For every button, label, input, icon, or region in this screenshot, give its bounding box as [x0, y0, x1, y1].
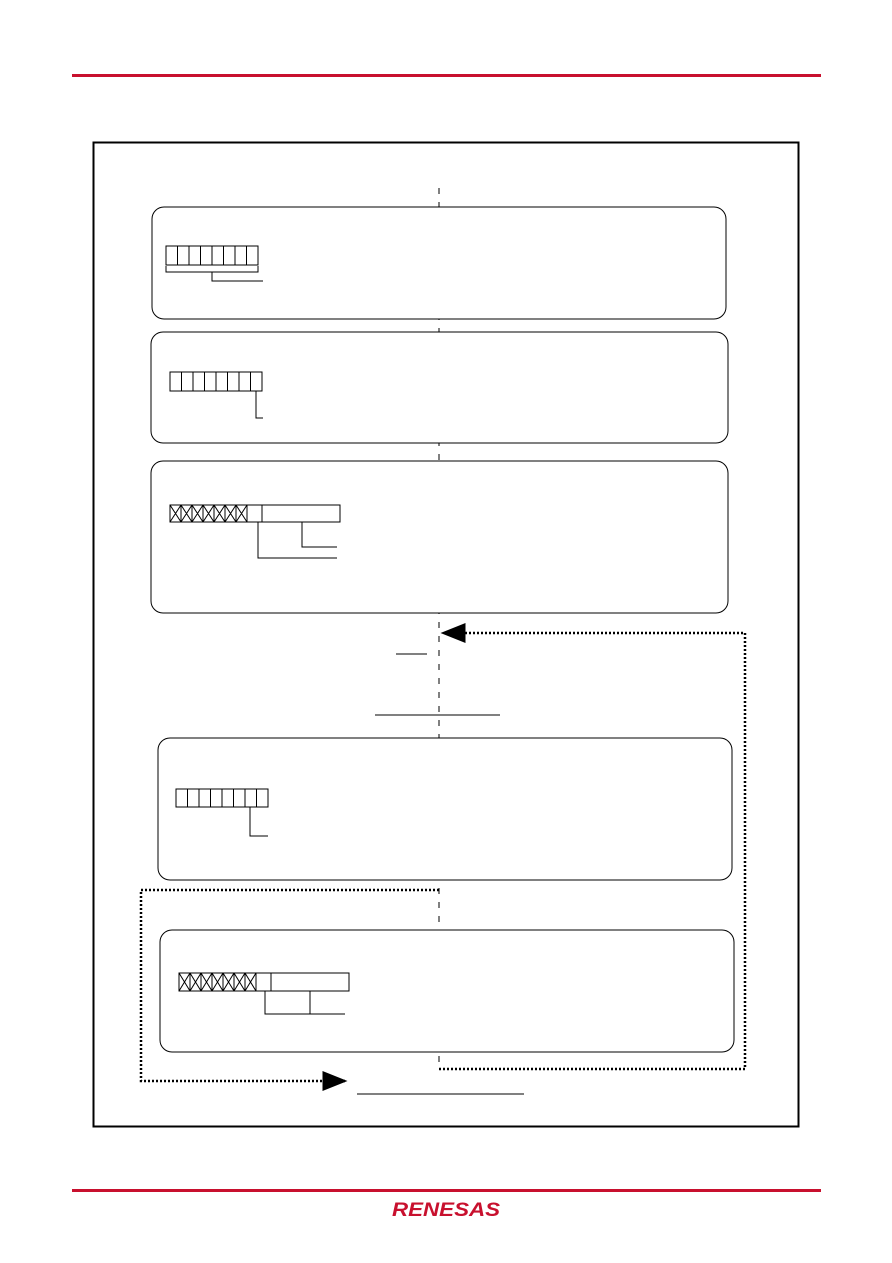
step-box-4	[158, 738, 732, 880]
logo-text: RENESAS	[392, 1200, 501, 1221]
footer-rule	[72, 1189, 821, 1192]
renesas-logo	[390, 1197, 502, 1221]
step-box-2	[151, 332, 728, 443]
step-box-3	[151, 461, 728, 613]
step-box-1	[152, 207, 726, 319]
